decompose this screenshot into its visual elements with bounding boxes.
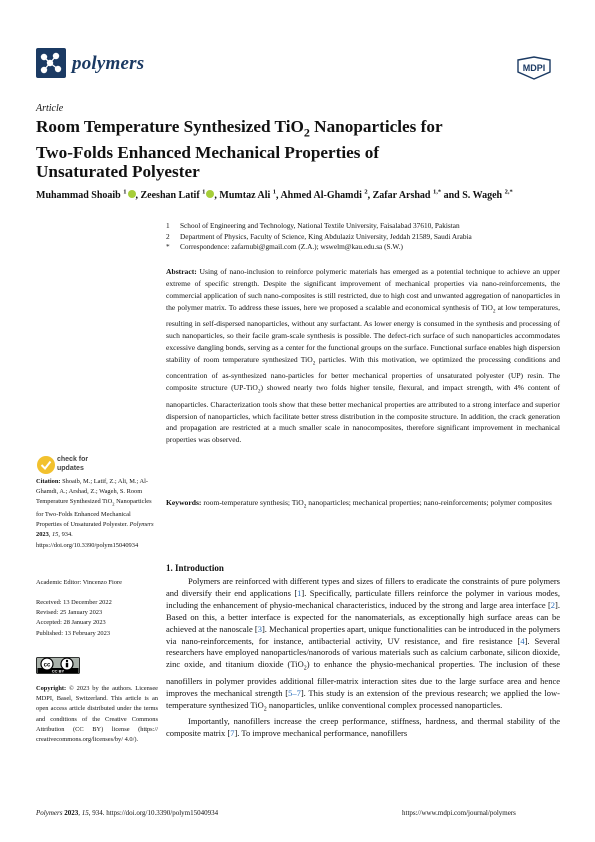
ref-link[interactable]: 7 bbox=[230, 728, 235, 739]
author-4: Ahmed Al-Ghamdi $^2$, bbox=[280, 189, 373, 202]
academic-editor: Academic Editor: Vincenzo Fiore bbox=[36, 579, 122, 586]
keywords: Keywords: room-temperature synthesis; TiO$_2$ nanoparticles; mechanical properties; nano-reinforcements; polymer composites bbox=[166, 498, 552, 510]
article-type: Article bbox=[36, 103, 64, 114]
author-list bbox=[36, 186, 576, 202]
check-for-updates-icon[interactable] bbox=[36, 455, 56, 475]
author-1: Muhammad Shoaib $^1$ , bbox=[36, 189, 141, 202]
mdpi-logo-text: MDPI bbox=[522, 63, 546, 73]
svg-text:cc: cc bbox=[43, 662, 51, 669]
citation: Citation: Shoaib, M.; Latif, Z.; Ali, M.; Al-Ghamdi, A.; Arshad, Z.; Wageh, S. Room Temperature Synthesized TiO$_2$ Nanoparticles for Two-Folds Enhanced Mechanical Properties of Unsaturated Polyester. Polymers 2023, 15, 934. https://doi.org/10.3390/polym15040934 bbox=[36, 478, 154, 549]
orcid-icon[interactable] bbox=[128, 190, 136, 198]
date-revised: Revised: 25 January 2023 bbox=[36, 609, 103, 617]
author-2: Zeeshan Latif $^1$ , bbox=[140, 189, 220, 202]
correspondence: * Correspondence: zafarnubi@gmail.com (Z.A.); wswelm@kau.edu.sa (S.W.) bbox=[166, 242, 403, 251]
date-accepted: Accepted: 28 January 2023 bbox=[36, 619, 106, 627]
paragraph-1: Polymers are reinforced with different types and sizes of fillers to eradicate the constraints of pure polymers and diversify their end applications [1]. Specifically, particulate fillers reinforce the polymer in various modes, including the enhancement of physio-mechanical characteristics, induced by the strong and large area interface [2]. Based on this, a better interface is expected for the nanomaterials, as exceptionally high surface areas can be achieved at the nanoscale [3]. Mechanical properties apart, unique functionalities can be introduced in the polymers via nano-reinforcements, for instance, antibacterial activity, UV resistance, and fire resistance [4]. Several researchers have employed nanoparticles/nanorods of various materials such as calcium carbonate, silicon dioxide, zinc oxide, and titanium dioxide (TiO$_2$) to enhance the physio-mechanical properties. The inclusion of these nanofillers in polymer provides additional filler-matrix interaction sites due to the large surface area and hence improves the mechanical strength [5–7]. This study is an extension of the previous research; we applied the low-temperature synthesized TiO$_2$ nanoparticles, unlike conventional complex processed nanoparticles. bbox=[166, 576, 561, 713]
footer-citation: Polymers 2023, 15, 934. https://doi.org/10.3390/polym15040934 bbox=[36, 809, 219, 817]
ref-link[interactable]: 1 bbox=[297, 587, 302, 598]
section-heading: 1. Introduction bbox=[166, 563, 224, 573]
footer-journal-url[interactable]: https://www.mdpi.com/journal/polymers bbox=[402, 809, 516, 817]
mdpi-logo-icon bbox=[516, 56, 552, 80]
date-published: Published: 13 February 2023 bbox=[36, 629, 111, 637]
cc-by-label: CC BY bbox=[51, 668, 65, 674]
ref-link[interactable]: 4 bbox=[520, 635, 525, 646]
paragraph-2: Importantly, nanofillers increase the creep performance, stiffness, hardness, and thermal stability of the composite matrix [7]. To improve mechanical performance, nanofillers bbox=[166, 716, 560, 739]
affiliations bbox=[166, 221, 566, 253]
check-for-updates-label[interactable]: check for updates bbox=[57, 456, 89, 472]
publication-dates bbox=[36, 598, 158, 639]
cc-by-license-icon[interactable] bbox=[36, 657, 80, 674]
journal-name: polymers bbox=[72, 53, 145, 74]
ref-link[interactable]: 3 bbox=[257, 623, 262, 634]
article-title: Room Temperature Synthesized TiO$_2$ Nanoparticles for Two-Folds Enhanced Mechanical Properties of Unsaturated Polyester bbox=[36, 117, 443, 182]
date-received: Received: 13 December 2022 bbox=[36, 599, 112, 606]
author-3: Mumtaz Ali $^1$, bbox=[219, 189, 281, 202]
author-6: S. Wageh $^{2,*}$ bbox=[462, 189, 513, 202]
introduction-body bbox=[166, 576, 560, 740]
author-5: Zafar Arshad $^{1,*}$ and bbox=[372, 189, 463, 202]
affiliation-1: 1 School of Engineering and Technology, National Textile University, Faisalabad 37610, Pakistan bbox=[166, 221, 460, 230]
journal-logo-icon bbox=[36, 48, 66, 78]
copyright: Copyright: © 2023 by the authors. Licensee MDPI, Basel, Switzerland. This article is an open access article distributed under the terms and conditions of the Creative Commons Attribution (CC BY) license (https:// creativecommons.org/licenses/by/ 4.0/). bbox=[36, 685, 158, 744]
ref-link[interactable]: 5–7 bbox=[288, 687, 301, 698]
affiliation-2: 2 Department of Physics, Faculty of Science, King Abdulaziz University, Jeddah 21589, Saudi Arabia bbox=[166, 231, 472, 241]
abstract: Abstract: Using of nano-inclusion to reinforce polymeric materials has emerged as a potential technique to achieve an upper extreme of specific strength. Despite the significant improvement of mechanical properties via nano-reinforcements, the commercial application of such nano-composites is still restricted, due to high cost and unwanted aggregation of nanoparticles in the polymer matrix. To address these issues, here we proposed a scalable and economical synthesis of TiO$_2$ at low temperatures, resulting in self-dispersed nanoparticles, without any surfactant. As lower energy is consumed in the synthesis and processing of such nanoparticles, so their facile gram-scale synthesis is possible. The defect-rich surface of such nanoparticles accommodates excessive dangling bonds, serving as a center for the functional groups on the surface. Functional surface enables high dispersion stability of room temperature synthesized TiO$_2$ particles. With this motivation, we optimized the processing conditions and concentration of as-synthesized nano-particles for better mechanical properties of unsaturated polyester (UP) resin. The composite structure (UP-TiO$_2$) showed nearly two folds higher tensile, flexural, and impact strength, with 4% content of nanoparticles. Characterization tools show that these better mechanical properties are attributed to a strong interface and superior dispersion of nanoparticles, which facilitate better stress distribution in the composite structure. In addition, the crack generation and propagation are restricted at a much smaller scale in nanocomposites, therefore significant improvement in mechanical properties was observed. bbox=[166, 267, 560, 445]
ref-link[interactable]: 2 bbox=[550, 599, 556, 610]
